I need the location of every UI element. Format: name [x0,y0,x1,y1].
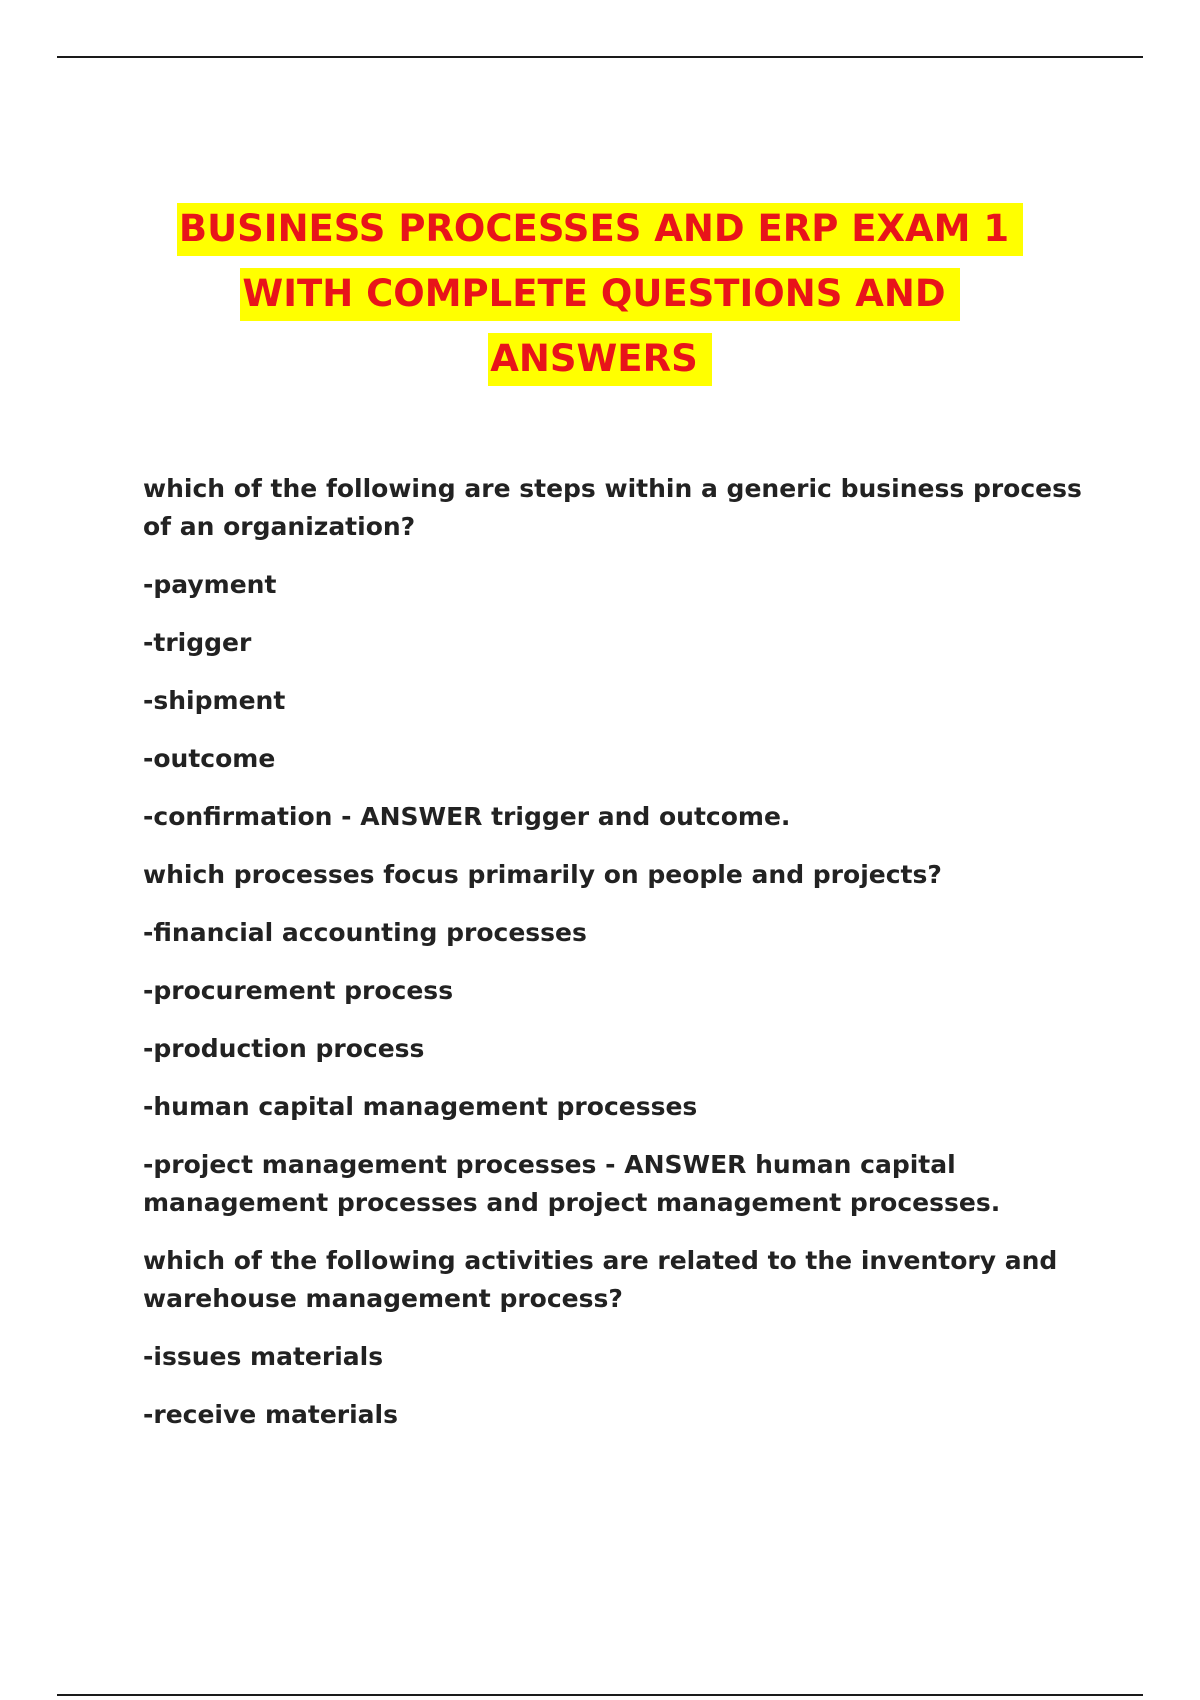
title-line [0,261,1200,326]
answer-option: -human capital management processes [143,1092,698,1121]
title-line-3: ANSWERS [488,333,711,386]
question-text: which processes focus primarily on people and projects? [143,860,942,889]
title-line-2: WITH COMPLETE QUESTIONS AND [240,268,959,321]
answer-option-with-answer: -project management processes - ANSWER human capital management processes and project management processes. [143,1150,1001,1217]
answer-option: -production process [143,1034,425,1063]
answer-option: -outcome [143,744,276,773]
document-body [143,470,1103,1454]
answer-option: -financial accounting processes [143,918,587,947]
answer-option-with-answer: -confirmation - ANSWER trigger and outcome. [143,802,791,831]
title-line [0,196,1200,261]
title-line-1: BUSINESS PROCESSES AND ERP EXAM 1 [177,203,1023,256]
answer-option: -procurement process [143,976,454,1005]
document-title [0,196,1200,391]
title-line [0,326,1200,391]
answer-option: -payment [143,570,277,599]
question-text: which of the following activities are related to the inventory and warehouse management process? [143,1246,1058,1313]
bottom-divider [57,1694,1143,1696]
top-divider [57,56,1143,58]
answer-option: -receive materials [143,1400,399,1429]
answer-option: -trigger [143,628,252,657]
answer-option: -shipment [143,686,286,715]
answer-option: -issues materials [143,1342,384,1371]
question-text: which of the following are steps within a generic business process of an organization? [143,474,1082,541]
